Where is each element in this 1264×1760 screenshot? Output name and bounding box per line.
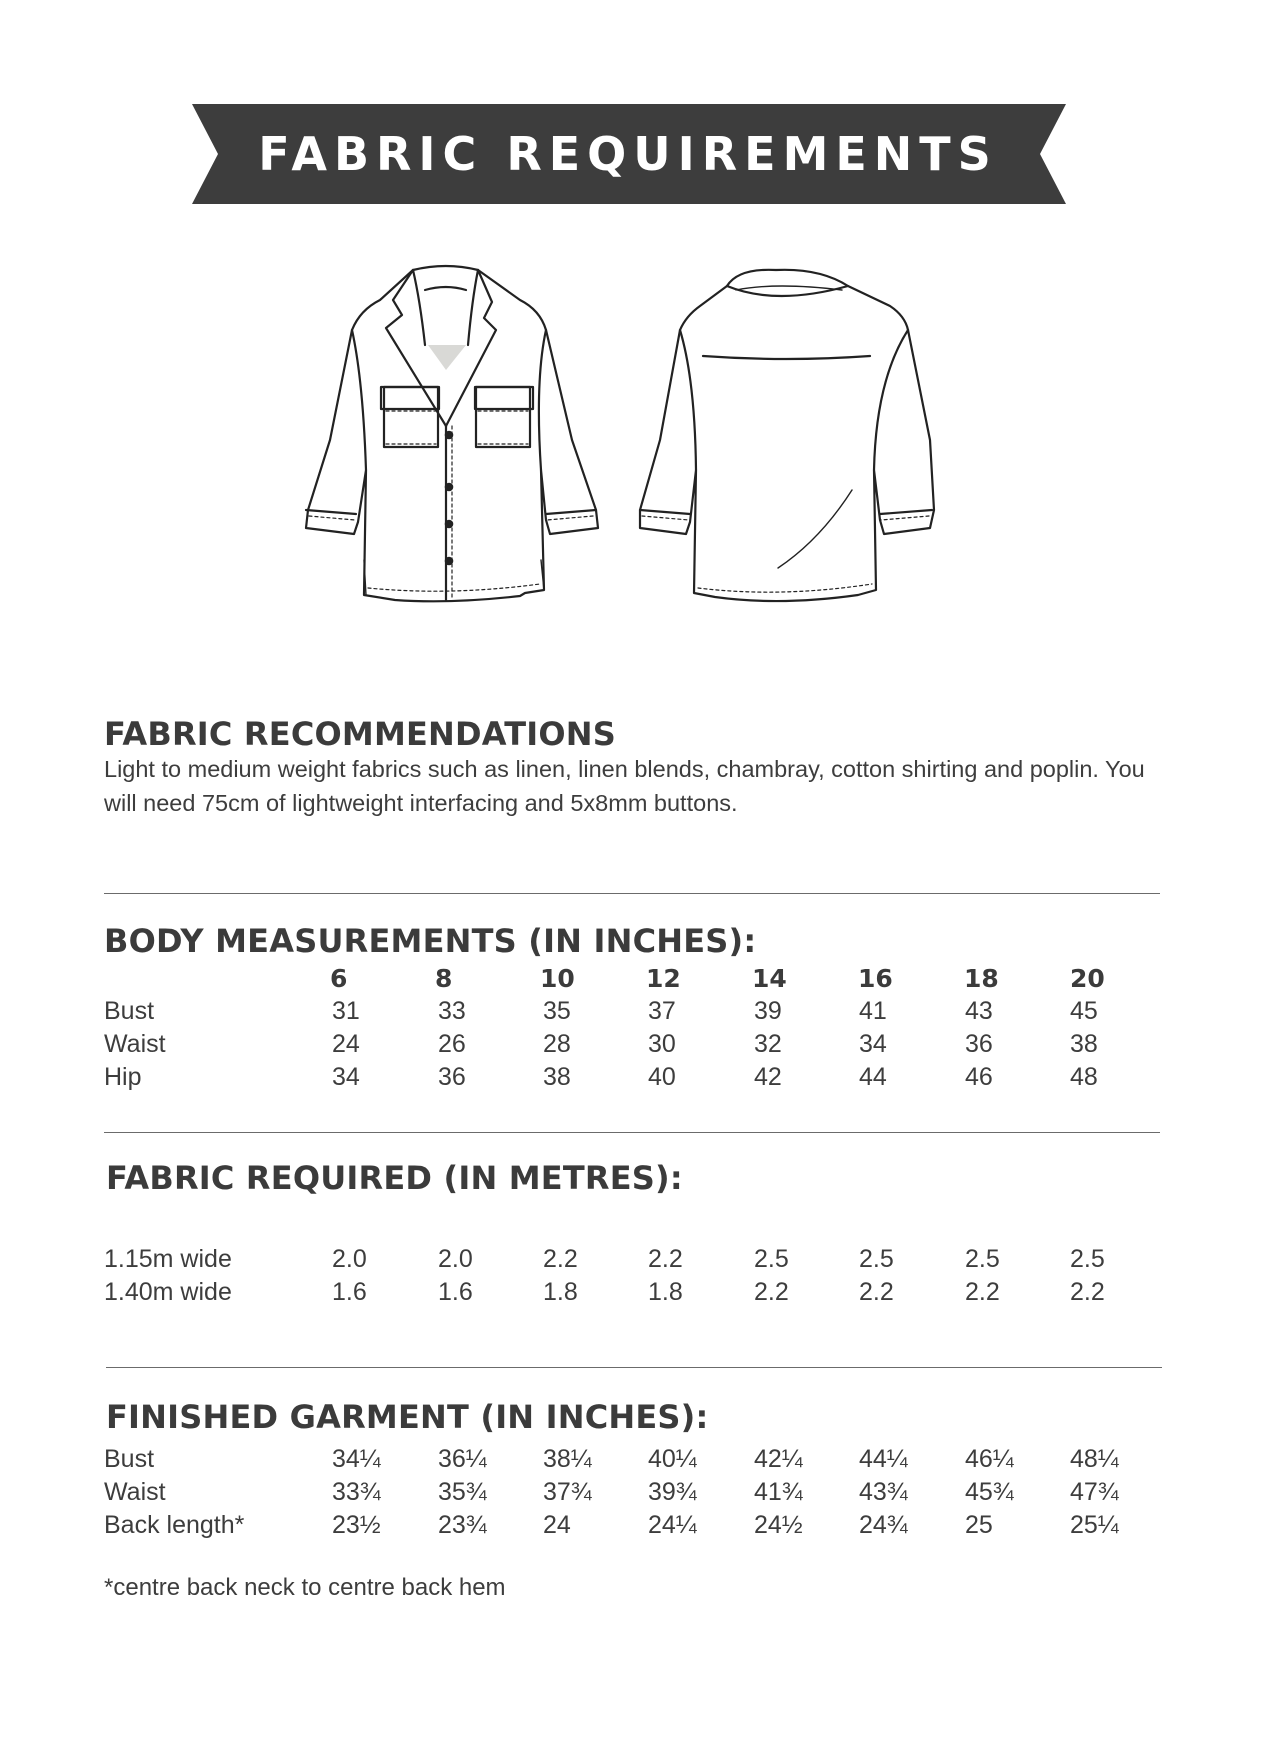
table-cell: 2.2 (754, 1278, 789, 1306)
table-cell: 48 (1070, 1063, 1098, 1091)
row-label: Bust (104, 1445, 155, 1473)
table-cell: 45 (1070, 997, 1098, 1025)
table-cell: 25 (965, 1511, 993, 1539)
table-cell: 48¼ (1070, 1445, 1119, 1473)
divider (104, 893, 1160, 894)
table-cell: 42 (754, 1063, 782, 1091)
table-cell: 38¼ (543, 1445, 592, 1473)
shirt-front-illustration (306, 266, 598, 601)
table-cell: 37¾ (543, 1478, 592, 1506)
footnote: *centre back neck to centre back hem (104, 1574, 506, 1601)
recommendations-line-1: Light to medium weight fabrics such as linen, linen blends, chambray, cotton shirting and poplin. You (104, 756, 1145, 782)
table-cell: 2.2 (859, 1278, 894, 1306)
size-header: 16 (858, 964, 893, 993)
table-cell: 2.5 (965, 1245, 1000, 1273)
table-row (104, 1245, 1164, 1278)
table-cell: 40 (648, 1063, 676, 1091)
row-label: Back length* (104, 1511, 245, 1539)
table-row (104, 997, 1164, 1030)
table-cell: 2.0 (332, 1245, 367, 1273)
table-cell: 24½ (754, 1511, 803, 1539)
row-label: Hip (104, 1063, 142, 1091)
table-cell: 35¾ (438, 1478, 487, 1506)
row-label: Bust (104, 997, 155, 1025)
table-cell: 30 (648, 1030, 676, 1058)
table-cell: 31 (332, 997, 360, 1025)
divider (104, 1132, 1160, 1133)
size-header: 14 (752, 964, 787, 993)
table-cell: 23½ (332, 1511, 381, 1539)
recommendations-heading: FABRIC RECOMMENDATIONS (104, 715, 617, 753)
table-cell: 46¼ (965, 1445, 1014, 1473)
table-cell: 32 (754, 1030, 782, 1058)
row-label: 1.15m wide (104, 1245, 232, 1273)
recommendations-text (104, 752, 1164, 820)
table-cell: 1.6 (332, 1278, 367, 1306)
table-cell: 41¾ (754, 1478, 803, 1506)
size-header: 12 (646, 964, 681, 993)
table-cell: 37 (648, 997, 676, 1025)
table-cell: 40¼ (648, 1445, 697, 1473)
body-measurements-heading: BODY MEASUREMENTS (IN INCHES): (104, 922, 757, 960)
table-cell: 24 (332, 1030, 360, 1058)
divider (106, 1367, 1162, 1368)
table-cell: 38 (543, 1063, 571, 1091)
table-cell: 2.5 (754, 1245, 789, 1273)
table-cell: 42¼ (754, 1445, 803, 1473)
table-cell: 44 (859, 1063, 887, 1091)
finished-garment-heading: FINISHED GARMENT (IN INCHES): (106, 1398, 709, 1436)
table-cell: 43¾ (859, 1478, 908, 1506)
size-header: 18 (964, 964, 999, 993)
size-header: 10 (540, 964, 575, 993)
table-row (104, 1445, 1164, 1478)
table-cell: 34 (859, 1030, 887, 1058)
table-cell: 34 (332, 1063, 360, 1091)
table-cell: 24¾ (859, 1511, 908, 1539)
size-header-row (104, 964, 1164, 997)
table-cell: 24¼ (648, 1511, 697, 1539)
table-cell: 35 (543, 997, 571, 1025)
table-cell: 33 (438, 997, 466, 1025)
table-cell: 39 (754, 997, 782, 1025)
row-label: 1.40m wide (104, 1278, 232, 1306)
fabric-required-heading: FABRIC REQUIRED (IN METRES): (106, 1159, 683, 1197)
table-cell: 23¾ (438, 1511, 487, 1539)
table-cell: 28 (543, 1030, 571, 1058)
table-cell: 34¼ (332, 1445, 381, 1473)
table-cell: 2.2 (1070, 1278, 1105, 1306)
shirt-illustrations (0, 0, 1264, 640)
table-cell: 1.8 (648, 1278, 683, 1306)
table-cell: 2.2 (965, 1278, 1000, 1306)
table-cell: 24 (543, 1511, 571, 1539)
table-cell: 1.6 (438, 1278, 473, 1306)
table-cell: 36¼ (438, 1445, 487, 1473)
table-row (104, 1278, 1164, 1311)
size-header: 8 (435, 964, 453, 993)
table-row (104, 1511, 1164, 1544)
table-cell: 2.2 (648, 1245, 683, 1273)
table-row (104, 1030, 1164, 1063)
table-cell: 38 (1070, 1030, 1098, 1058)
size-header: 20 (1070, 964, 1105, 993)
shirt-back-illustration (640, 270, 934, 601)
table-cell: 26 (438, 1030, 466, 1058)
table-cell: 39¾ (648, 1478, 697, 1506)
table-cell: 41 (859, 997, 887, 1025)
table-cell: 2.0 (438, 1245, 473, 1273)
table-cell: 2.2 (543, 1245, 578, 1273)
table-row (104, 1063, 1164, 1096)
table-cell: 2.5 (1070, 1245, 1105, 1273)
table-row (104, 1478, 1164, 1511)
row-label: Waist (104, 1030, 166, 1058)
page-title: FABRIC REQUIREMENTS (258, 127, 998, 181)
table-cell: 1.8 (543, 1278, 578, 1306)
size-header: 6 (330, 964, 348, 993)
table-cell: 33¾ (332, 1478, 381, 1506)
table-cell: 36 (438, 1063, 466, 1091)
table-cell: 43 (965, 997, 993, 1025)
table-cell: 45¾ (965, 1478, 1014, 1506)
table-cell: 47¾ (1070, 1478, 1119, 1506)
table-cell: 36 (965, 1030, 993, 1058)
row-label: Waist (104, 1478, 166, 1506)
table-cell: 25¼ (1070, 1511, 1119, 1539)
recommendations-line-2: will need 75cm of lightweight interfacing and 5x8mm buttons. (104, 790, 738, 816)
table-cell: 46 (965, 1063, 993, 1091)
table-cell: 2.5 (859, 1245, 894, 1273)
table-cell: 44¼ (859, 1445, 908, 1473)
